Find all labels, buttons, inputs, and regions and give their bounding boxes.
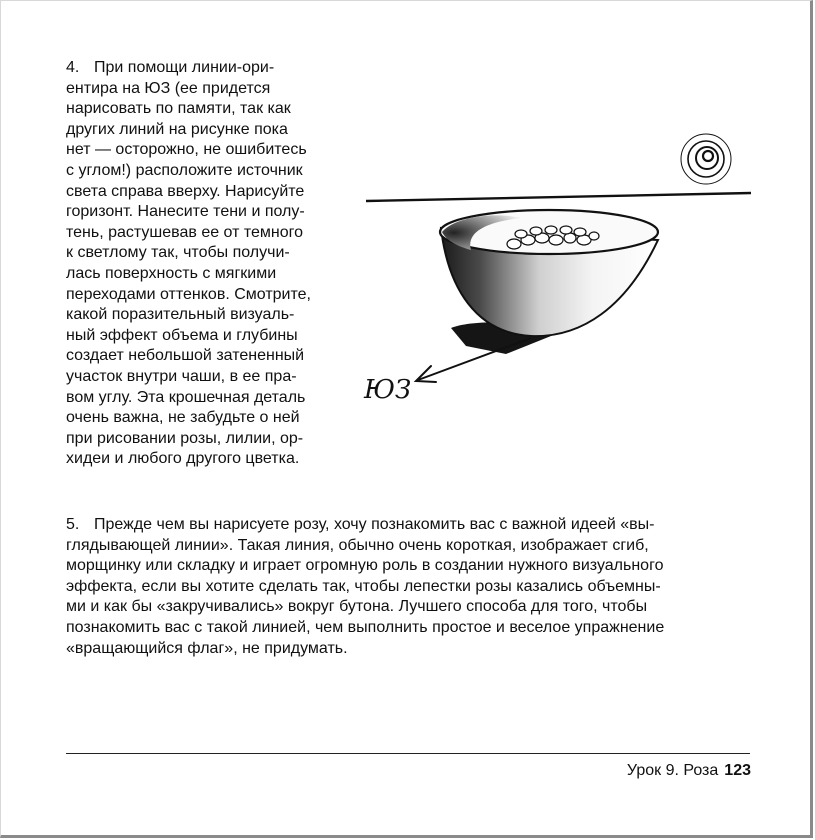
page-footer bbox=[627, 762, 751, 780]
step-4-line: очень важна, не забудьте о ней bbox=[66, 409, 300, 427]
step-5-line: глядывающей линии». Такая линия, обычно очень короткая, изображает сгиб, bbox=[66, 536, 649, 554]
step-4-paragraph bbox=[66, 58, 358, 470]
bowl-drawing bbox=[356, 128, 756, 418]
step-4-line: горизонт. Нанесите тени и полу- bbox=[66, 203, 305, 221]
step-5-line: 5. Прежде чем вы нарисуете розу, хочу познакомить вас с важной идеей «вы- bbox=[66, 515, 756, 536]
light-source-spiral bbox=[681, 134, 731, 184]
chapter-title: Урок 9. Роза bbox=[626, 762, 719, 779]
step-4-line: участок внутри чаши, в ее пра- bbox=[66, 367, 297, 385]
step-4-line: ентира на ЮЗ (ее придется bbox=[66, 79, 271, 97]
step-4-line: хидеи и любого другого цветка. bbox=[66, 450, 300, 468]
step-4-line: какой поразительный визуаль- bbox=[66, 306, 295, 324]
step-4-line: нет — осторожно, не ошибитесь bbox=[66, 141, 307, 159]
step-5-number: 5. bbox=[66, 516, 80, 533]
step-4-line: других линий на рисунке пока bbox=[66, 120, 288, 138]
page-number: 123 bbox=[724, 762, 751, 779]
step-4-line: вом углу. Эта крошечная деталь bbox=[66, 388, 306, 406]
step-4-number: 4. bbox=[66, 59, 80, 76]
step-5-line: морщинку или складку и играет огромную роль в создании нужного визуального bbox=[66, 557, 664, 575]
step-4-line: создает небольшой затененный bbox=[66, 347, 305, 365]
step-4-line: переходами оттенков. Смотрите, bbox=[66, 285, 311, 303]
step-5-line: познакомить вас с такой линией, чем выполнить простое и веселое упражнение bbox=[66, 618, 665, 636]
step-4-line: света справа вверху. Нарисуйте bbox=[66, 182, 305, 200]
footer-rule bbox=[66, 753, 750, 754]
step-4-line: 4. При помощи линии-ори- bbox=[66, 58, 358, 79]
step-4-line: тень, растушевав ее от темного bbox=[66, 223, 304, 241]
step-4-line: ный эффект объема и глубины bbox=[66, 326, 298, 344]
step-4-line: лась поверхность с мягкими bbox=[66, 264, 277, 282]
southwest-label: ЮЗ bbox=[364, 375, 412, 405]
step-5-line: эффекта, если вы хотите сделать так, чтобы лепестки розы казались объемны- bbox=[66, 577, 661, 595]
step-5-line: ми и как бы «закручивались» вокруг бутона. Лучшего способа для того, чтобы bbox=[66, 598, 648, 616]
step-4-line: при рисовании розы, лилии, ор- bbox=[66, 429, 304, 447]
step-5-line: «вращающийся флаг», не придумать. bbox=[66, 639, 348, 657]
step-4-line: к светлому так, чтобы получи- bbox=[66, 244, 290, 262]
step-5-paragraph bbox=[66, 515, 756, 659]
step-4-line: нарисовать по памяти, так как bbox=[66, 100, 291, 118]
horizon-line bbox=[366, 193, 751, 201]
step-4-line: с углом!) расположите источник bbox=[66, 161, 303, 179]
